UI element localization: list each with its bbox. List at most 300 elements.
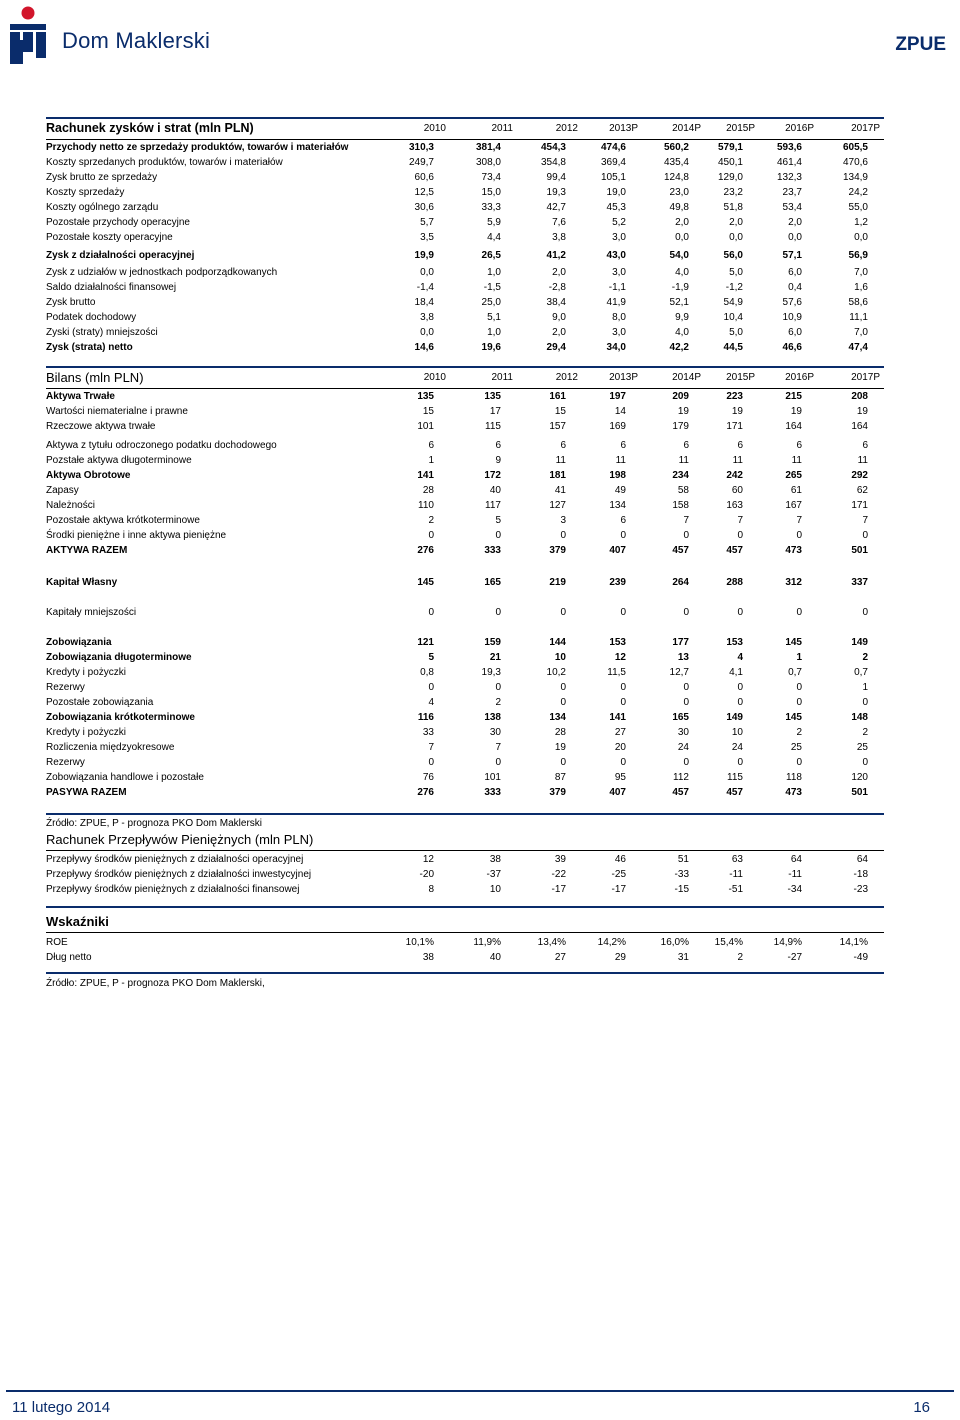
- balance-sheet-table: [46, 389, 884, 800]
- cell-value: 15: [554, 406, 566, 417]
- balance-row: [46, 389, 884, 404]
- cell-value: 47,4: [848, 342, 868, 353]
- cell-value: 41,2: [546, 250, 566, 261]
- header-divider: [46, 850, 884, 851]
- cell-value: 0: [620, 530, 626, 541]
- cell-value: 153: [726, 637, 743, 648]
- cell-value: 115: [485, 421, 501, 432]
- cell-value: 14,2%: [597, 937, 626, 948]
- section-top-rule: [46, 972, 884, 974]
- cell-value: 7,0: [854, 327, 868, 338]
- cell-value: 369,4: [600, 157, 626, 168]
- cell-value: 165: [484, 577, 501, 588]
- cell-value: 145: [785, 712, 802, 723]
- cell-value: 30: [677, 727, 689, 738]
- row-label: Pozstałe aktywa długoterminowe: [46, 455, 192, 466]
- cell-value: 0: [737, 607, 743, 618]
- cell-value: 105,1: [600, 172, 626, 183]
- income-row: [46, 325, 884, 340]
- income-row: [46, 230, 884, 245]
- cell-value: 0,7: [854, 667, 868, 678]
- cell-value: 239: [609, 577, 626, 588]
- cell-value: 60: [731, 485, 743, 496]
- cashflow-row: [46, 867, 884, 882]
- income-row: [46, 185, 884, 200]
- row-label: Pozostałe zobowiązania: [46, 697, 154, 708]
- balance-year-header: 2012: [555, 372, 578, 383]
- cell-value: -51: [728, 884, 743, 895]
- income-year-header: 2015P: [726, 123, 755, 134]
- row-label: Saldo działalności finansowej: [46, 282, 177, 293]
- cell-value: 51: [677, 854, 689, 865]
- cashflow-row: [46, 882, 884, 897]
- cell-value: -1,2: [725, 282, 743, 293]
- cell-value: 7: [683, 515, 689, 526]
- cell-value: 134,9: [842, 172, 868, 183]
- cell-value: 308,0: [475, 157, 501, 168]
- row-label: Zysk brutto ze sprzedaży: [46, 172, 158, 183]
- cell-value: 27: [614, 727, 626, 738]
- cell-value: 501: [851, 545, 868, 556]
- cell-value: 19,0: [606, 187, 626, 198]
- cell-value: 38: [422, 952, 434, 963]
- cell-value: 39: [554, 854, 566, 865]
- cell-value: 407: [609, 787, 626, 798]
- cell-value: -37: [486, 869, 501, 880]
- cell-value: 15,0: [481, 187, 501, 198]
- cell-value: 208: [851, 391, 868, 402]
- cell-value: 333: [484, 545, 501, 556]
- cell-value: 0: [428, 607, 434, 618]
- cell-value: 13: [677, 652, 689, 663]
- cell-value: 2,0: [788, 217, 802, 228]
- balance-row: [46, 725, 884, 740]
- income-year-header: 2017P: [851, 123, 880, 134]
- balance-row: [46, 468, 884, 483]
- income-row: [46, 248, 884, 263]
- cell-value: 7,6: [552, 217, 566, 228]
- row-label: Przepływy środków pieniężnych z działalności finansowej: [46, 884, 300, 895]
- row-label: Koszty sprzedanych produktów, towarów i materiałów: [46, 157, 283, 168]
- cell-value: 24,2: [848, 187, 868, 198]
- cell-value: 0: [620, 697, 626, 708]
- cell-value: 0: [683, 697, 689, 708]
- row-label: Zobowiązania handlowe i pozostałe: [46, 772, 204, 783]
- cell-value: 23,0: [669, 187, 689, 198]
- cell-value: 12,5: [414, 187, 434, 198]
- cell-value: 9,9: [675, 312, 689, 323]
- balance-row: [46, 695, 884, 710]
- cell-value: 118: [786, 772, 802, 783]
- cell-value: 0,0: [675, 232, 689, 243]
- cashflow-title: Rachunek Przepływów Pieniężnych (mln PLN): [46, 832, 314, 847]
- cell-value: 33: [422, 727, 434, 738]
- cell-value: 19,3: [546, 187, 566, 198]
- cell-value: -20: [419, 869, 434, 880]
- balance-row: [46, 740, 884, 755]
- cell-value: 56,0: [723, 250, 743, 261]
- cell-value: 1,0: [487, 267, 501, 278]
- cell-value: 95: [614, 772, 626, 783]
- cell-value: 49: [614, 485, 626, 496]
- row-label: Pozostałe aktywa krótkoterminowe: [46, 515, 200, 526]
- cell-value: 6: [620, 440, 626, 451]
- balance-row: [46, 665, 884, 680]
- balance-row: [46, 575, 884, 590]
- cell-value: 148: [851, 712, 868, 723]
- cell-value: 2,0: [675, 217, 689, 228]
- indicators-row: [46, 950, 884, 965]
- company-ticker: ZPUE: [895, 34, 946, 55]
- cell-value: 169: [609, 421, 626, 432]
- cell-value: -11: [788, 869, 802, 880]
- cell-value: -17: [611, 884, 626, 895]
- cell-value: 473: [785, 787, 802, 798]
- cell-value: 3: [560, 515, 566, 526]
- cell-value: 11: [857, 455, 868, 466]
- row-label: Pozostałe przychody operacyjne: [46, 217, 190, 228]
- cell-value: 44,5: [723, 342, 743, 353]
- cell-value: 135: [417, 391, 434, 402]
- balance-sheet-section: [46, 366, 884, 800]
- cell-value: 0: [737, 697, 743, 708]
- cell-value: 24: [731, 742, 743, 753]
- cell-value: 470,6: [842, 157, 868, 168]
- cell-value: 172: [484, 470, 501, 481]
- cell-value: 26,5: [481, 250, 501, 261]
- cell-value: 164: [851, 421, 868, 432]
- cell-value: 127: [549, 500, 566, 511]
- cell-value: 46: [614, 854, 626, 865]
- cell-value: 132,3: [776, 172, 802, 183]
- balance-year-header: 2013P: [609, 372, 638, 383]
- cell-value: 0: [560, 697, 566, 708]
- cell-value: 29: [614, 952, 626, 963]
- balance-year-header: 2016P: [785, 372, 814, 383]
- cell-value: 158: [672, 500, 689, 511]
- row-label: Dług netto: [46, 952, 92, 963]
- row-label: Rezerwy: [46, 682, 85, 693]
- cell-value: 171: [851, 500, 868, 511]
- income-year-header: 2011: [491, 123, 513, 134]
- cell-value: 10: [731, 727, 743, 738]
- balance-year-header: 2017P: [851, 372, 880, 383]
- income-year-header: 2013P: [609, 123, 638, 134]
- cell-value: 249,7: [408, 157, 434, 168]
- cell-value: 197: [609, 391, 626, 402]
- cell-value: 501: [851, 787, 868, 798]
- cell-value: 15: [422, 406, 434, 417]
- cell-value: 2,0: [552, 267, 566, 278]
- cell-value: 2: [495, 697, 501, 708]
- cell-value: -2,8: [548, 282, 566, 293]
- cell-value: 0,0: [729, 232, 743, 243]
- cell-value: 579,1: [717, 142, 743, 153]
- cell-value: 42,2: [669, 342, 689, 353]
- cell-value: 0: [737, 682, 743, 693]
- cell-value: 30: [489, 727, 501, 738]
- cell-value: 457: [672, 787, 689, 798]
- cell-value: 3,0: [612, 267, 626, 278]
- cell-value: 52,1: [669, 297, 689, 308]
- cell-value: 215: [785, 391, 802, 402]
- cell-value: 61: [790, 485, 802, 496]
- source-section: [46, 972, 884, 991]
- income-row: [46, 280, 884, 295]
- cell-value: 6: [862, 440, 868, 451]
- cell-value: 34,0: [606, 342, 626, 353]
- cell-value: 0: [796, 530, 802, 541]
- row-label: Przepływy środków pieniężnych z działalności inwestycyjnej: [46, 869, 312, 880]
- cell-value: 20: [614, 742, 626, 753]
- cell-value: 40: [489, 952, 501, 963]
- cell-value: 28: [422, 485, 434, 496]
- cell-value: 3,8: [552, 232, 566, 243]
- row-label: Zapasy: [46, 485, 79, 496]
- cell-value: 1: [796, 652, 802, 663]
- cell-value: 38,4: [546, 297, 566, 308]
- cell-value: 0,0: [420, 327, 434, 338]
- row-label: Aktywa Trwałe: [46, 391, 115, 402]
- cell-value: 141: [609, 712, 626, 723]
- section-top-rule: [46, 906, 884, 908]
- cell-value: 63: [731, 854, 743, 865]
- cell-value: 42,7: [546, 202, 566, 213]
- row-label: Przychody netto ze sprzedaży produktów, towarów i materiałów: [46, 142, 349, 153]
- cell-value: 145: [785, 637, 802, 648]
- cell-value: 19: [790, 406, 802, 417]
- cell-value: 0,4: [788, 282, 802, 293]
- cell-value: 407: [609, 545, 626, 556]
- cell-value: 1,2: [854, 217, 868, 228]
- cell-value: 144: [549, 637, 566, 648]
- cell-value: 110: [418, 500, 434, 511]
- cell-value: 5,0: [729, 267, 743, 278]
- cell-value: 0: [862, 757, 868, 768]
- footer-date: 11 lutego 2014: [12, 1399, 111, 1416]
- cell-value: 3,5: [420, 232, 434, 243]
- cell-value: 171: [726, 421, 743, 432]
- page-number: 16: [913, 1399, 930, 1416]
- cell-value: 7: [862, 515, 868, 526]
- row-label: Aktywa z tytułu odroczonego podatku dochodowego: [46, 440, 277, 451]
- cell-value: 435,4: [663, 157, 689, 168]
- cell-value: 0: [495, 757, 501, 768]
- income-row: [46, 340, 884, 355]
- cell-value: 354,8: [540, 157, 566, 168]
- income-year-header: 2010: [423, 123, 446, 134]
- cell-value: 53,4: [782, 202, 802, 213]
- cell-value: 10: [489, 884, 501, 895]
- indicators-table: [46, 935, 884, 965]
- cell-value: 6: [620, 515, 626, 526]
- cell-value: 4: [737, 652, 743, 663]
- balance-row: [46, 453, 884, 468]
- cell-value: 5,7: [420, 217, 434, 228]
- cell-value: 124,8: [663, 172, 689, 183]
- cell-value: 12: [422, 854, 434, 865]
- cell-value: 223: [726, 391, 743, 402]
- cell-value: 0: [683, 530, 689, 541]
- row-label: Zobowiązania długoterminowe: [46, 652, 192, 663]
- cell-value: 11,5: [607, 667, 626, 678]
- cell-value: 134: [609, 500, 626, 511]
- cell-value: 14,1%: [839, 937, 868, 948]
- cell-value: 0: [620, 682, 626, 693]
- cashflow-row: [46, 852, 884, 867]
- cell-value: 161: [549, 391, 566, 402]
- cell-value: 9,0: [552, 312, 566, 323]
- balance-row: [46, 755, 884, 770]
- row-label: Zobowiązania: [46, 637, 112, 648]
- balance-year-header: 2010: [423, 372, 446, 383]
- cell-value: 19: [554, 742, 566, 753]
- income-row: [46, 200, 884, 215]
- cell-value: 149: [726, 712, 743, 723]
- cell-value: 0: [796, 757, 802, 768]
- cell-value: 135: [484, 391, 501, 402]
- cell-value: 181: [549, 470, 566, 481]
- cell-value: 0: [620, 607, 626, 618]
- balance-row: [46, 513, 884, 528]
- cell-value: 14,6: [414, 342, 434, 353]
- cell-value: 0: [796, 607, 802, 618]
- row-label: Rezerwy: [46, 757, 85, 768]
- row-label: Zobowiązania krótkoterminowe: [46, 712, 195, 723]
- cell-value: 33,3: [481, 202, 501, 213]
- cell-value: 13,4%: [537, 937, 566, 948]
- cell-value: 0,0: [420, 267, 434, 278]
- cell-value: 10,1%: [405, 937, 434, 948]
- cell-value: 0: [495, 530, 501, 541]
- cell-value: 17: [489, 406, 501, 417]
- cell-value: 3,0: [612, 232, 626, 243]
- cell-value: -18: [853, 869, 868, 880]
- cell-value: 54,0: [669, 250, 689, 261]
- cell-value: 138: [484, 712, 501, 723]
- cell-value: 7: [495, 742, 501, 753]
- cell-value: 164: [785, 421, 802, 432]
- cell-value: 1: [428, 455, 434, 466]
- income-year-header: 2012: [555, 123, 578, 134]
- cell-value: 11: [678, 455, 689, 466]
- income-row: [46, 140, 884, 155]
- cell-value: 1,0: [487, 327, 501, 338]
- cell-value: 0: [862, 697, 868, 708]
- cell-value: 112: [673, 772, 689, 783]
- cell-value: 11: [615, 455, 626, 466]
- cell-value: 14: [614, 406, 626, 417]
- cell-value: 6,0: [788, 267, 802, 278]
- cell-value: 292: [851, 470, 868, 481]
- cell-value: 60,6: [414, 172, 434, 183]
- balance-row: [46, 710, 884, 725]
- cell-value: 56,9: [848, 250, 868, 261]
- cell-value: 134: [549, 712, 566, 723]
- cell-value: 2: [862, 727, 868, 738]
- cell-value: 6: [495, 440, 501, 451]
- balance-year-header: 2014P: [672, 372, 701, 383]
- cell-value: 18,4: [414, 297, 434, 308]
- cell-value: 4,1: [729, 667, 743, 678]
- indicators-row: [46, 935, 884, 950]
- cell-value: 129,0: [717, 172, 743, 183]
- cell-value: 0: [428, 757, 434, 768]
- cell-value: 560,2: [663, 142, 689, 153]
- cell-value: 209: [672, 391, 689, 402]
- cell-value: 41,9: [606, 297, 626, 308]
- cell-value: 14,9%: [773, 937, 802, 948]
- cell-value: 5: [495, 515, 501, 526]
- footer-rule: [6, 1390, 954, 1392]
- cell-value: 49,8: [669, 202, 689, 213]
- row-label: Zysk (strata) netto: [46, 342, 133, 353]
- cell-value: 11,9%: [473, 937, 501, 948]
- cell-value: 23,2: [723, 187, 743, 198]
- row-label: Koszty sprzedaży: [46, 187, 125, 198]
- cell-value: 333: [484, 787, 501, 798]
- cell-value: 21: [489, 652, 501, 663]
- cell-value: 11: [791, 455, 802, 466]
- income-row: [46, 155, 884, 170]
- cell-value: 28: [554, 727, 566, 738]
- row-label: Należności: [46, 500, 95, 511]
- cell-value: 605,5: [842, 142, 868, 153]
- cell-value: 167: [785, 500, 802, 511]
- cell-value: 0: [428, 530, 434, 541]
- cell-value: 2: [737, 952, 743, 963]
- cell-value: 153: [609, 637, 626, 648]
- cell-value: 157: [549, 421, 566, 432]
- cell-value: 57,6: [782, 297, 802, 308]
- cell-value: -11: [729, 869, 743, 880]
- cell-value: 8: [428, 884, 434, 895]
- income-row: [46, 310, 884, 325]
- indicators-title: Wskaźniki: [46, 914, 109, 929]
- cell-value: 45,3: [606, 202, 626, 213]
- cell-value: 10,9: [782, 312, 802, 323]
- row-label: Kredyty i pożyczki: [46, 727, 127, 738]
- cell-value: 381,4: [475, 142, 501, 153]
- pko-logo-icon: [6, 4, 50, 66]
- balance-year-header: 2011: [491, 372, 513, 383]
- income-year-header: 2014P: [672, 123, 701, 134]
- cell-value: -22: [551, 869, 566, 880]
- cell-value: -1,5: [483, 282, 501, 293]
- cell-value: 4,4: [487, 232, 501, 243]
- cell-value: 43,0: [606, 250, 626, 261]
- cell-value: 10,4: [723, 312, 743, 323]
- cell-value: 461,4: [776, 157, 802, 168]
- cell-value: 15,4%: [714, 937, 743, 948]
- cell-value: 7: [796, 515, 802, 526]
- cell-value: 7: [428, 742, 434, 753]
- row-label: Zyski (straty) mniejszości: [46, 327, 158, 338]
- cell-value: 219: [549, 577, 566, 588]
- cell-value: -1,9: [671, 282, 689, 293]
- cashflow-section: [46, 813, 884, 897]
- cell-value: 0: [683, 607, 689, 618]
- cell-value: 2: [862, 652, 868, 663]
- cell-value: 5,0: [729, 327, 743, 338]
- cell-value: 0: [862, 607, 868, 618]
- cell-value: 457: [726, 545, 743, 556]
- cell-value: 159: [484, 637, 501, 648]
- income-statement-section: [46, 117, 884, 355]
- cell-value: 41: [554, 485, 566, 496]
- cell-value: 11,1: [849, 312, 868, 323]
- cell-value: 117: [485, 500, 501, 511]
